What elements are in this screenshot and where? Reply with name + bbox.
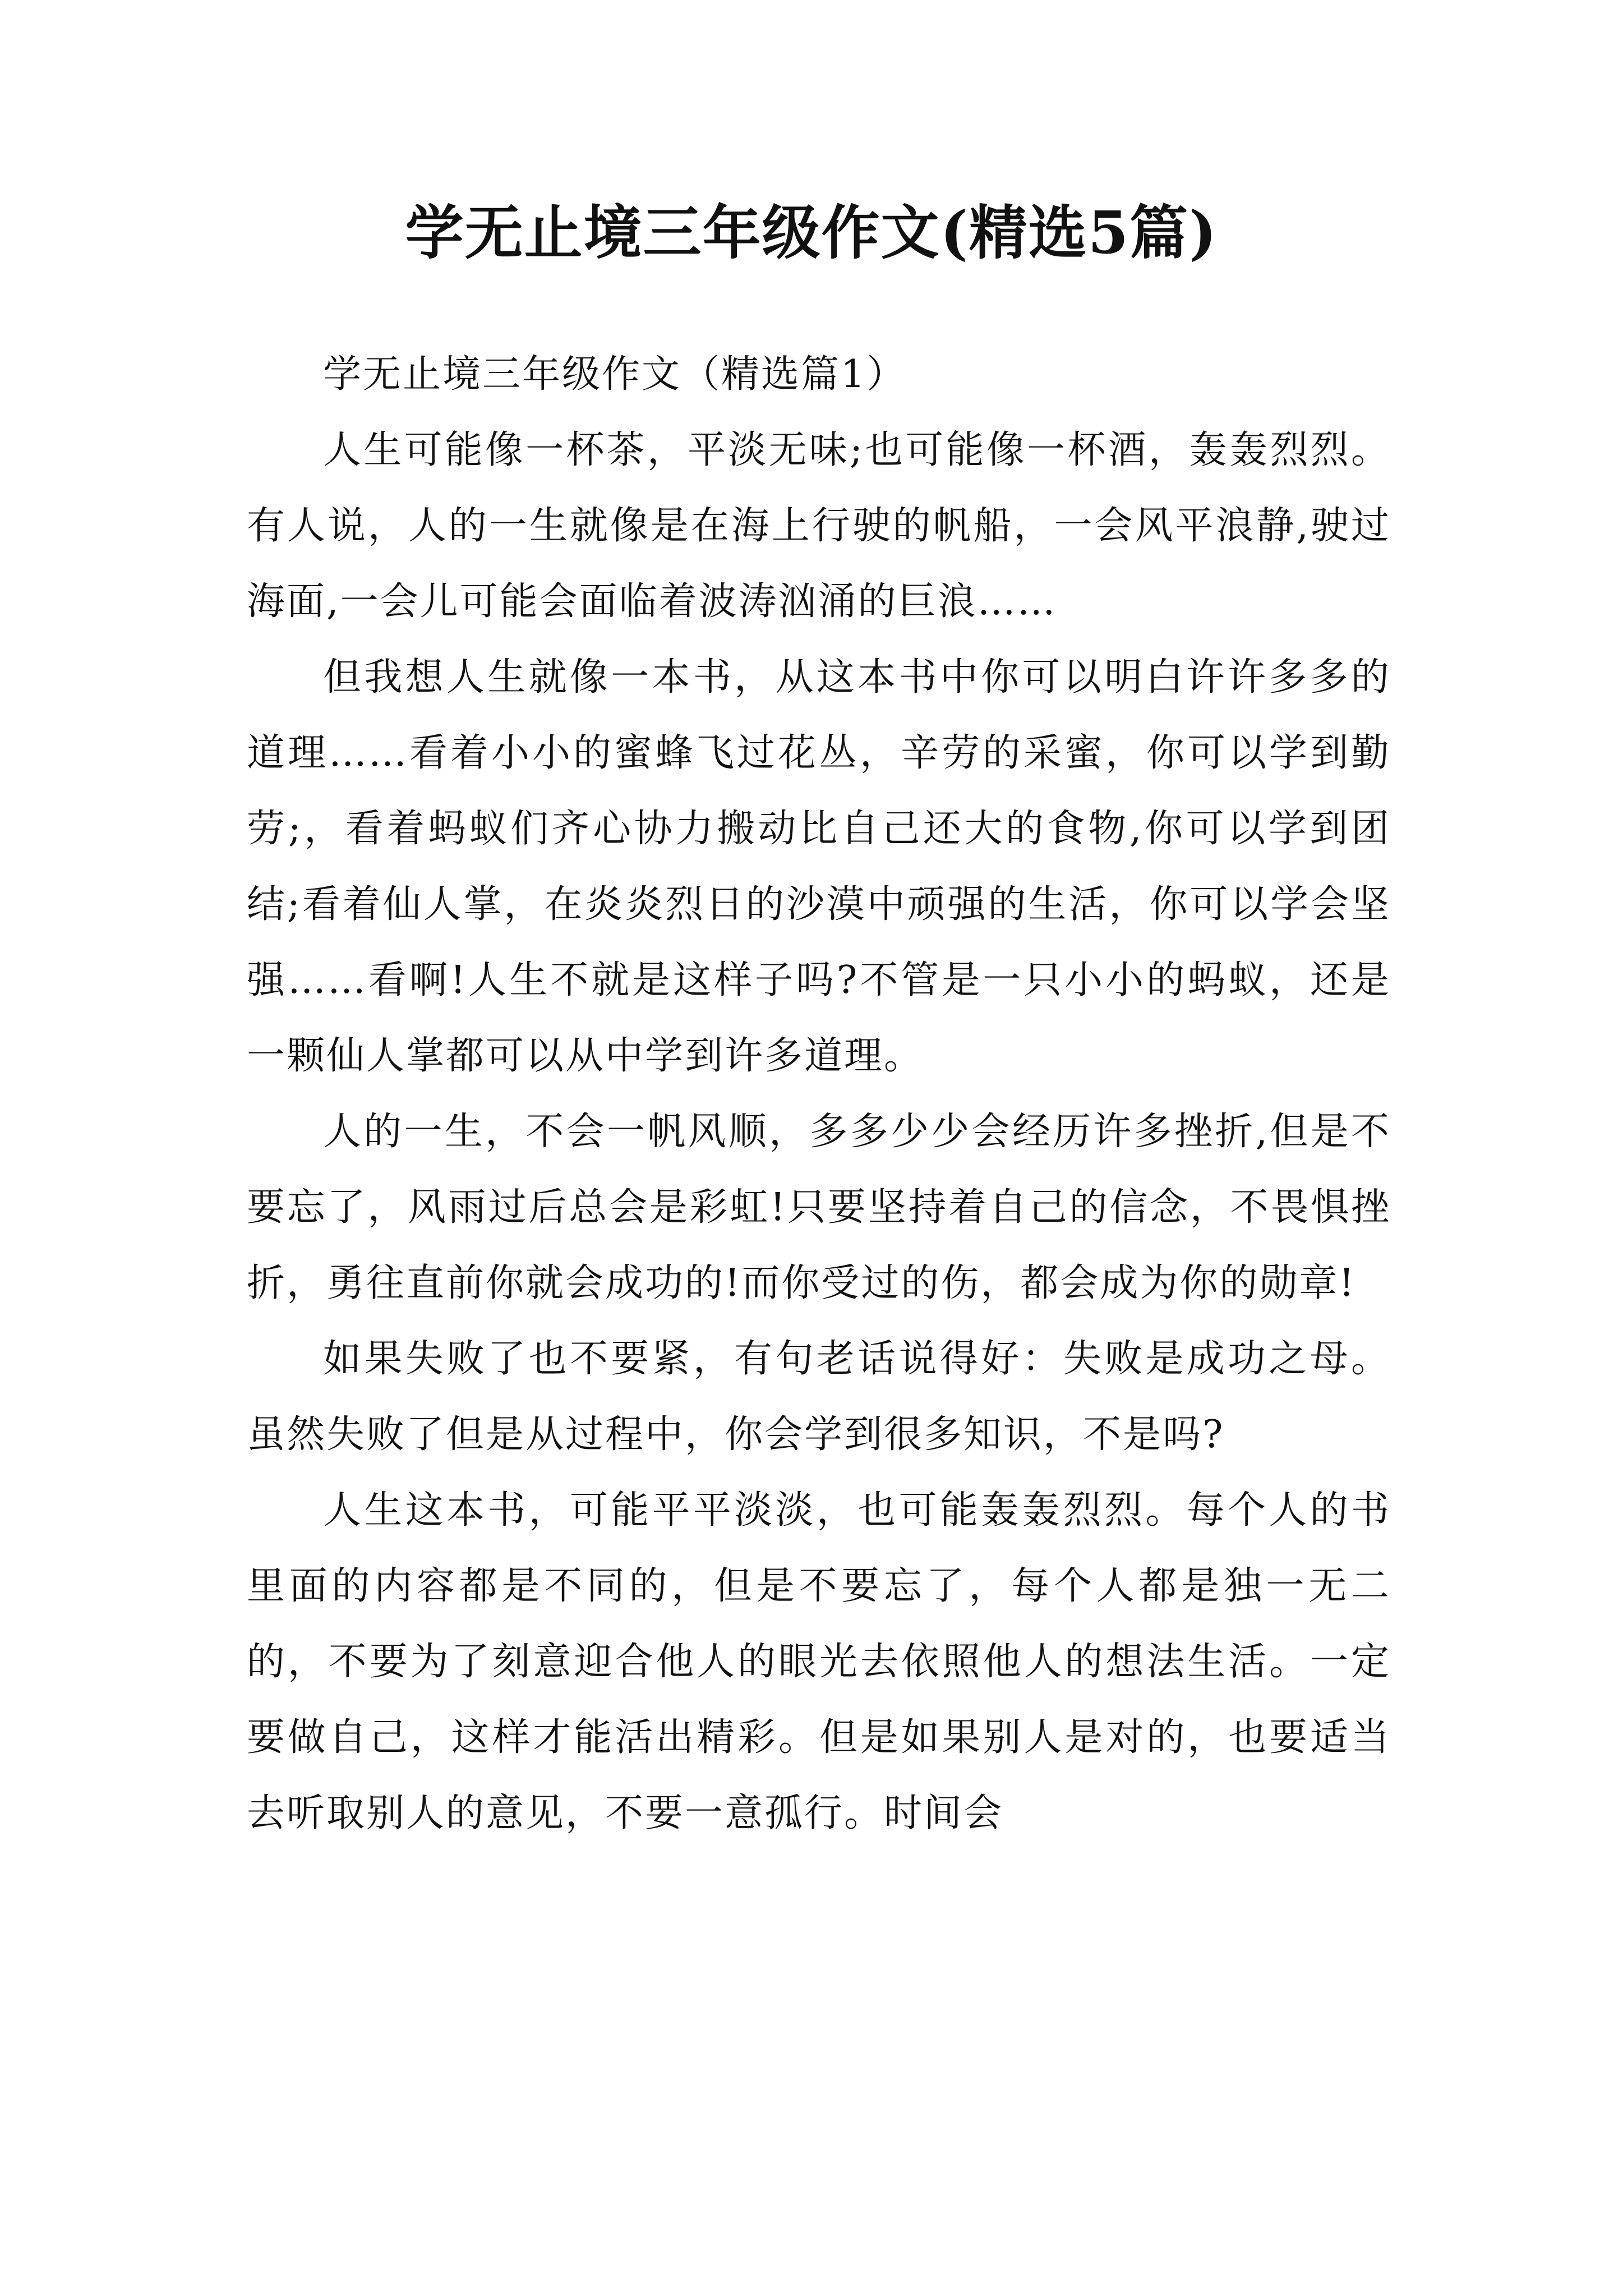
paragraph: 人生可能像一杯茶，平淡无味;也可能像一杯酒，轰轰烈烈。有人说，人的一生就像是在海上行驶的帆船，一会风平浪静,驶过海面,一会儿可能会面临着波涛汹涌的巨浪…… bbox=[247, 428, 1391, 624]
paragraph: 但我想人生就像一本书，从这本书中你可以明白许许多多的道理……看着小小的蜜蜂飞过花丛，辛劳的采蜜，你可以学到勤劳;，看着蚂蚁们齐心协力搬动比自己还大的食物,你可以学到团结;看着仙人掌，在炎炎烈日的沙漠中顽强的生活，你可以学会坚强……看啊!人生不就是这样子吗?不管是一只小小的蚂蚁，还是一颗仙人掌都可以从中学到许多道理。 bbox=[247, 655, 1391, 1078]
paragraph: 人的一生，不会一帆风顺，多多少少会经历许多挫折,但是不要忘了，风雨过后总会是彩虹!只要坚持着自己的信念，不畏惧挫折，勇往直前你就会成功的!而你受过的伤，都会成为你的勋章! bbox=[247, 1110, 1391, 1305]
document-title: 学无止境三年级作文(精选5篇) bbox=[405, 198, 1218, 267]
paragraph: 人生这本书，可能平平淡淡，也可能轰轰烈烈。每个人的书里面的内容都是不同的，但是不要忘了，每个人都是独一无二的，不要为了刻意迎合他人的眼光去依照他人的想法生活。一定要做自己，这样才能活出精彩。但是如果别人是对的，也要适当去听取别人的意见，不要一意孤行。时间会 bbox=[247, 1488, 1391, 1835]
section-heading: 学无止境三年级作文（精选篇1） bbox=[323, 352, 907, 397]
document-body bbox=[247, 337, 1391, 1851]
paragraph: 如果失败了也不要紧，有句老话说得好：失败是成功之母。虽然失败了但是从过程中，你会学到很多知识，不是吗? bbox=[247, 1337, 1391, 1457]
